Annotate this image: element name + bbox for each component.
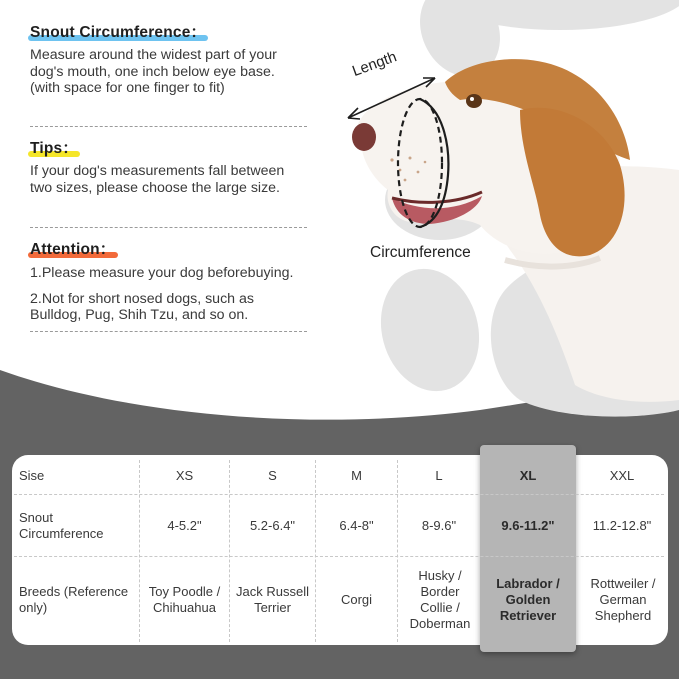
size-xl: XL xyxy=(519,468,537,483)
breeds-xl: Labrador / Golden Retriever xyxy=(496,576,560,623)
row-label-breeds: Breeds (Reference only) xyxy=(19,584,129,615)
size-xxl: XXL xyxy=(609,468,635,483)
breeds-s: Jack Russell Terrier xyxy=(236,584,309,615)
tips-heading: Tips： xyxy=(30,140,79,157)
snout-s: 5.2-6.4" xyxy=(249,518,296,533)
snout-text: Measure around the widest part of your dog's mouth, one inch below eye base. (with space for one finger to fit) xyxy=(30,47,277,96)
breeds-xxl: Rottweiler / German Shepherd xyxy=(590,576,656,623)
size-l: L xyxy=(435,468,443,483)
breeds-xs: Toy Poodle / Chihuahua xyxy=(148,584,221,615)
size-s: S xyxy=(268,468,277,483)
row-label-size: Sise xyxy=(19,468,45,483)
snout-xs: 4-5.2" xyxy=(167,518,202,533)
snout-heading: Snout Circumference： xyxy=(30,24,207,41)
attention-heading: Attention： xyxy=(30,241,116,258)
attention-section xyxy=(30,237,308,324)
snout-section xyxy=(30,20,308,97)
row-label-snout: Snout Circumference xyxy=(19,510,104,541)
tips-section xyxy=(30,136,308,196)
snout-xl: 9.6-11.2" xyxy=(501,518,555,533)
size-m: M xyxy=(351,468,362,483)
divider xyxy=(30,227,307,228)
snout-l: 8-9.6" xyxy=(421,518,457,533)
divider xyxy=(30,126,307,127)
attention-line-1: 1.Please measure your dog beforebuying. xyxy=(30,265,294,281)
length-label: Length xyxy=(350,48,399,80)
attention-line-2: 2.Not for short nosed dogs, such as Bulldog, Pug, Shih Tzu, and so on. xyxy=(30,290,254,323)
tips-text: If your dog's measurements fall between two sizes, please choose the large size. xyxy=(30,163,285,196)
divider xyxy=(30,331,307,332)
row-divider xyxy=(14,556,664,557)
breeds-l: Husky / Border Collie / Doberman xyxy=(409,568,471,631)
breeds-m: Corgi xyxy=(340,592,373,607)
row-divider xyxy=(14,494,664,495)
snout-xxl: 11.2-12.8" xyxy=(592,518,652,533)
snout-m: 6.4-8" xyxy=(339,518,374,533)
size-xs: XS xyxy=(175,468,194,483)
circumference-label: Circumference xyxy=(370,244,471,261)
